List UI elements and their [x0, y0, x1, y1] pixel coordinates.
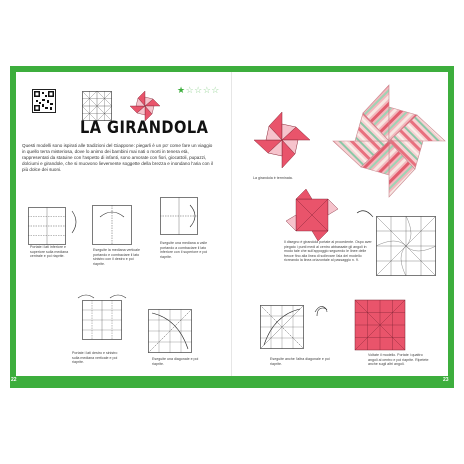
step-6-caption: Eseguite anche l'altra diagonale e poi riaprite.: [270, 357, 330, 366]
step-6-diagram: [260, 305, 304, 349]
finished-pinwheel-image: [250, 108, 314, 172]
rating-filled-star: ★: [177, 85, 186, 95]
step-8-crease-diagram: [376, 216, 436, 276]
page-number-right: 23: [443, 377, 449, 383]
step-7-diagram: [355, 300, 405, 350]
difficulty-rating: [177, 85, 220, 96]
crease-pattern-thumbnail: [82, 91, 112, 121]
step-5-caption: Eseguite una diagonale e poi riaprite.: [152, 357, 199, 366]
page-number-left: 22: [11, 377, 17, 383]
rating-empty-stars: ☆☆☆☆: [185, 85, 220, 95]
qr-code[interactable]: [32, 89, 56, 113]
step-9-caption: La girandola è terminata.: [253, 176, 293, 180]
step-3-caption: Eseguite una mediana a valle portando a combaciare il lato inferiore con il superiore e poi riaprite.: [160, 241, 208, 259]
arrow-icon: [355, 207, 375, 219]
step-4-caption: Portate i lati destro e sinistro sulla mediana verticale e poi riaprite.: [72, 351, 118, 364]
step-2-diagram: [92, 205, 132, 245]
turn-over-icon: [315, 306, 329, 320]
step-7-caption: Voltate il modello. Portate i quattro angoli al centro e poi riaprite. Ripetete anche sugli altri angoli.: [368, 353, 429, 366]
step-2-caption: Eseguite la mediana verticale portando e combaciare il lato sinistro con il destro e poi riaprite.: [93, 248, 140, 266]
intro-paragraph: Questi modelli sono ispirati alle tradizioni del Giappone: piegarli è un po' come fare un viaggio in quello terra misteriosa, dove lo animo dei bambini mai nati o morti in tenera età, rappresentati da statuine con l'aspetto di infanti, sono amorate con fiori, giocattoli, pupazzi, dolciumi e girandole, che si muovono lievemente soggette della brezza e inondano l'aria con il più dolce dei suoni.: [22, 143, 213, 173]
step-3-diagram: [160, 197, 198, 235]
step-8-caption: Il disegno è girandola portate al procedente. Ospo aver piegato i punti medi al centro abbassate gli angoli in modo tale che sull'appoggio seguendo le linee delle frecce fino alla linea di sollevare l'ala del modello ricreando la linea orizzontale al passaggio n. 9.: [284, 240, 372, 262]
step-1-diagram: [28, 207, 66, 245]
step-5-diagram: [148, 309, 192, 353]
page-title: LA GIRANDOLA: [80, 118, 209, 138]
step-4-diagram: [82, 300, 122, 340]
page-gutter: [231, 72, 232, 376]
step-1-caption: Portate i lati inferiore e superiore sulla mediana centrale e poi riaprite.: [30, 245, 69, 258]
striped-pinwheel-photo: [330, 82, 448, 200]
